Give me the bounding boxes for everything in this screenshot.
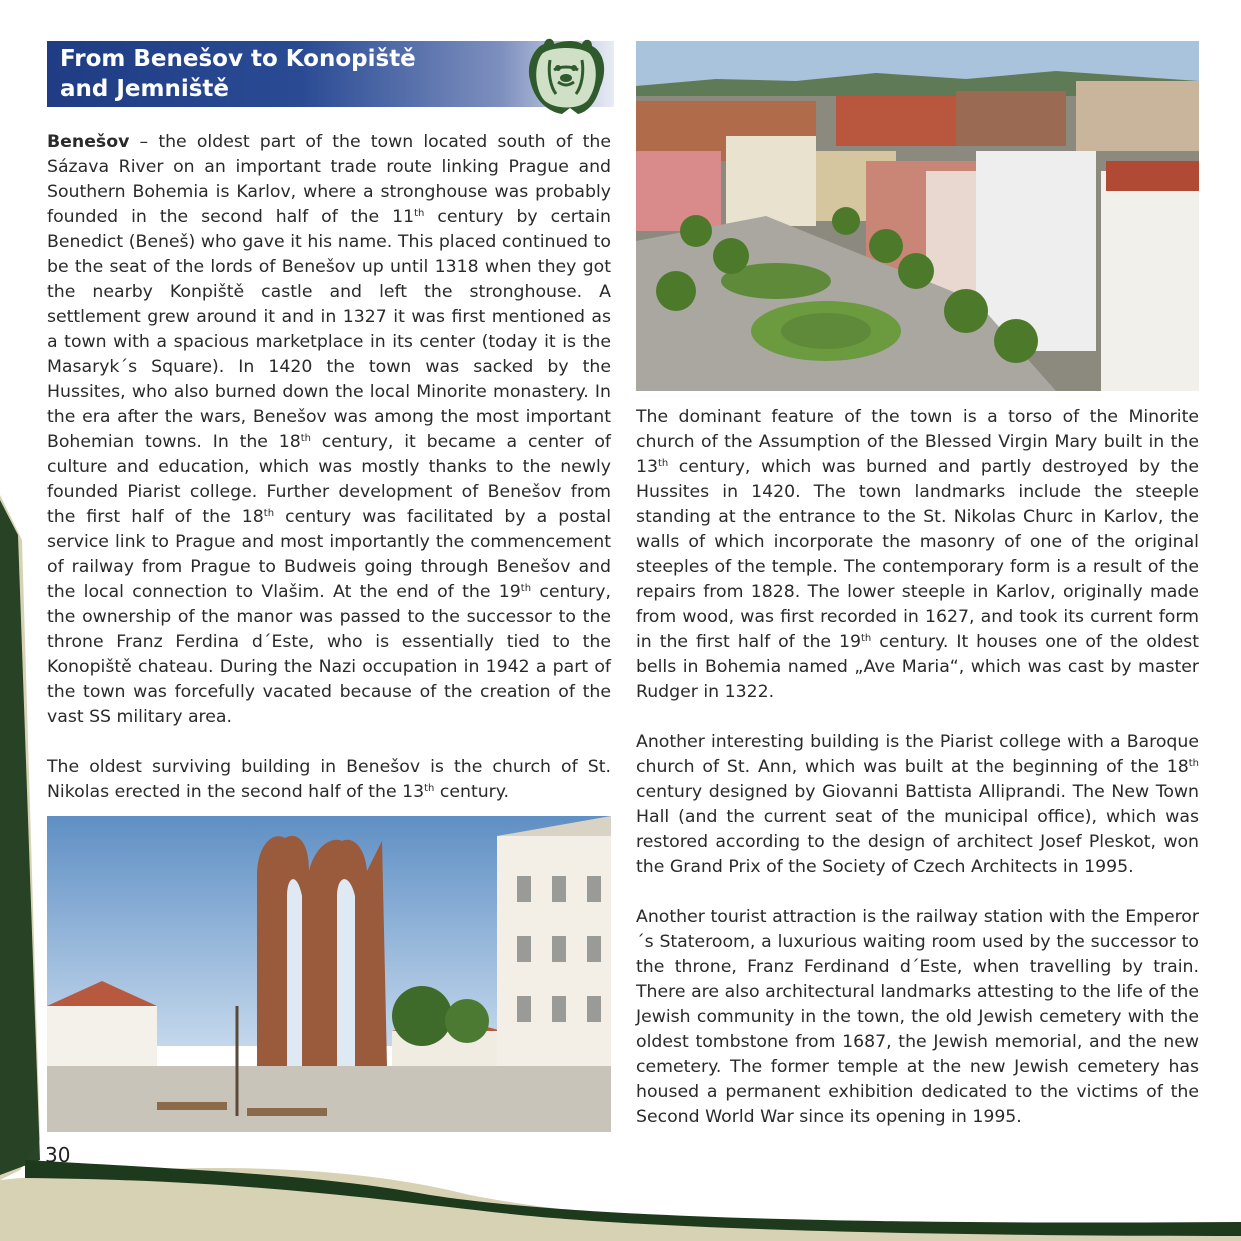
text: – the oldest part of the town located south of the Sázava River on an important trade route linking Prague and Southern Bohemia is Karlov, where a stronghouse was probably founded in the second half of the 11 (47, 132, 611, 227)
superscript: th (1188, 758, 1199, 769)
page-title (60, 44, 480, 104)
text: century. It houses one of the oldest bells in Bohemia named „Ave Maria“, which was cast by master Rudger in 1322. (636, 632, 1200, 702)
paragraph (47, 755, 611, 805)
title-line-2: and Jemniště (60, 76, 230, 102)
text: century was facilitated by a postal service link to Prague and most importantly the commencement of railway from Prague to Budweis going through Benešov and the local connection to Vlašim. At the end of the 19 (47, 507, 611, 602)
text: century. (434, 782, 510, 802)
text: The oldest surviving building in Benešov is the church of St. Nikolas erected in the second half of the 13 (47, 757, 611, 802)
paragraph (47, 130, 611, 730)
superscript: th (658, 458, 669, 469)
paragraph (636, 730, 1199, 880)
superscript: th (861, 633, 872, 644)
text: century, it became a center of culture and education, which was mostly thanks to the newly founded Piarist college. Further development of Benešov from the first half of the 18 (47, 432, 611, 527)
paragraph (636, 905, 1199, 1130)
text: century by certain Benedict (Beneš) who gave it his name. This placed continued to be the seat of the lords of Benešov up until 1318 when they got the nearby Konpiště castle and left the stronghouse. A settlement grew around it and in 1327 it was first mentioned as a town with a spacious marketplace in its center (today it is the Masaryk´s Square). In 1420 the town was sacked by the Hussites, who also burned down the local Minorite monastery. In the era after the wars, Benešov was among the most important Bohemian towns. In the 18 (47, 207, 611, 452)
text: century designed by Giovanni Battista Alliprandi. The New Town Hall (and the current seat of the municipal office), which was restored according to the design of architect Josef Pleskot, won the Grand Prix of the Society of Czech Architects in 1995. (636, 782, 1199, 877)
superscript: th (263, 508, 275, 519)
right-column (636, 405, 1199, 1155)
text: Another interesting building is the Piarist college with a Baroque church of St. Ann, which was built at the beginning of the 18 (636, 732, 1199, 777)
paragraph (636, 405, 1199, 705)
bear-icon (520, 30, 612, 122)
town-square-photo (636, 41, 1199, 391)
superscript: th (520, 583, 532, 594)
text: Another tourist attraction is the railway station with the Emperor´s Stateroom, a luxurious waiting room used by the successor to the throne, Franz Ferdinand d´Este, when travelling by train. There are also architectural landmarks attesting to the life of the Jewish community in the town, the old Jewish cemetery with the oldest tombstone from 1687, the Jewish memorial, and the new cemetery. The former temple at the new Jewish cemetery has housed a permanent exhibition dedicated to the victims of the Second World War since its opening in 1995. (636, 907, 1199, 1127)
church-ruin-photo (47, 816, 611, 1132)
left-column (47, 130, 611, 805)
page-number: 30 (45, 1143, 71, 1167)
superscript: th (300, 433, 311, 444)
text: century, the ownership of the manor was passed to the successor to the throne Franz Ferdina d´Este, who is essentially tied to the Konopiště chateau. During the Nazi occupation in 1942 a part of the town was forcefully vacated because of the creation of the vast SS military area. (47, 582, 611, 727)
title-line-1: From Benešov to Konopiště (60, 46, 416, 72)
text: century, which was burned and partly destroyed by the Hussites in 1420. The town landmarks include the steeple standing at the entrance to the St. Nikolas Churc in Karlov, the walls of which incorporate the masonry of one of the original steeples of the temple. The contemporary form is a result of the repairs from 1828. The lower steeple in Karlov, originally made from wood, was first recorded in 1627, and took its current form in the first half of the 19 (636, 457, 1199, 652)
text: The dominant feature of the town is a torso of the Minorite church of the Assumption of the Blessed Virgin Mary built in the 13 (636, 407, 1199, 477)
superscript: th (424, 783, 435, 794)
lead-word: Benešov (47, 132, 130, 152)
superscript: th (414, 208, 425, 219)
